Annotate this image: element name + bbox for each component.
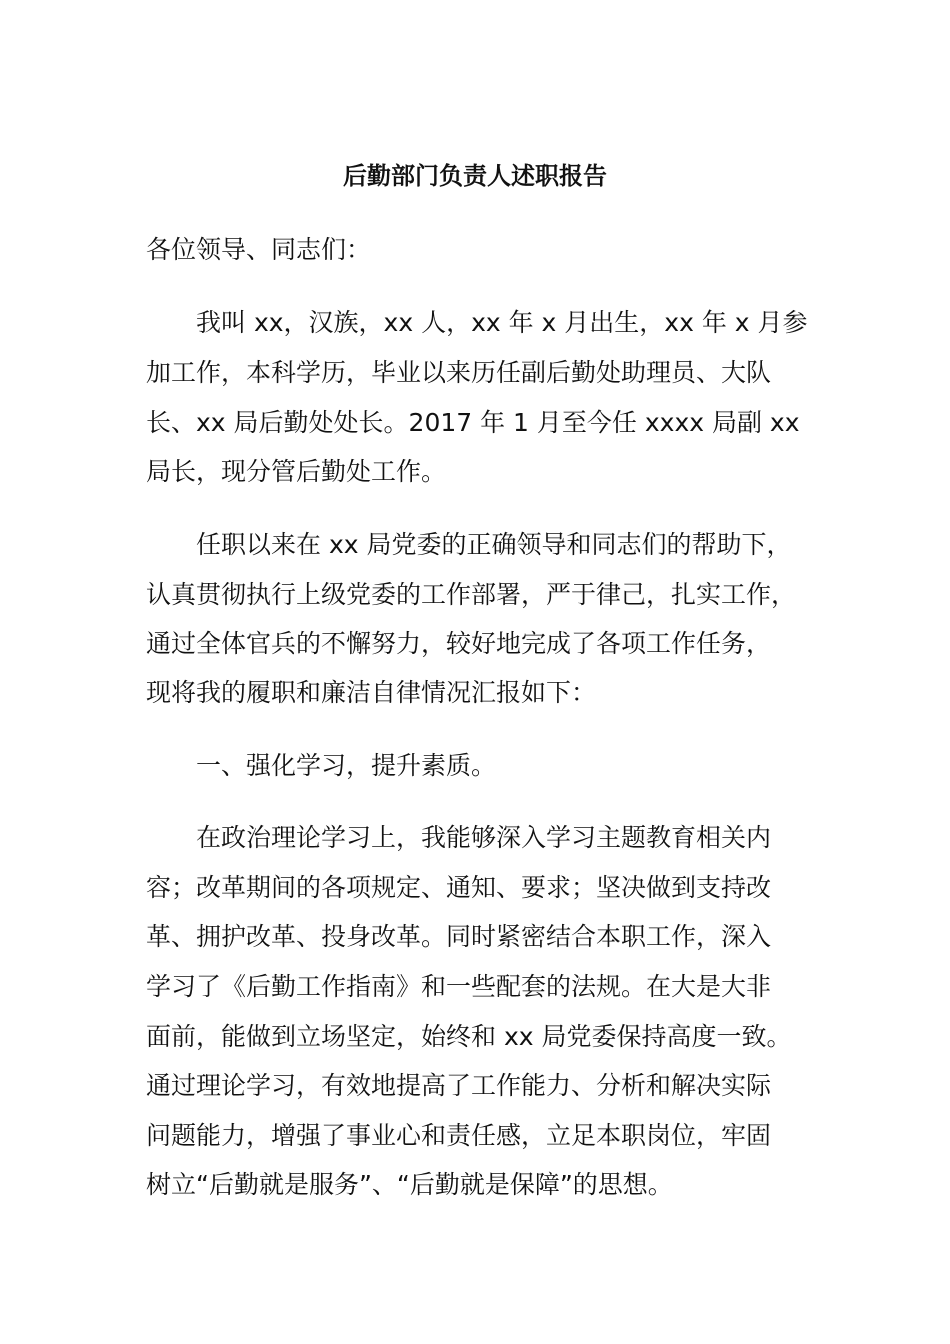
- paragraph-1-line-4: 局长，现分管后勤处工作。: [146, 457, 447, 486]
- paragraph-1-line-1: 我叫 xx，汉族，xx 人，xx 年 x 月出生，xx 年 x 月参: [196, 308, 808, 337]
- paragraph-2-line-1: 任职以来在 xx 局党委的正确领导和同志们的帮助下，: [196, 530, 792, 559]
- paragraph-3-line-2: 容；改革期间的各项规定、通知、要求；坚决做到支持改: [146, 873, 772, 902]
- salutation: 各位领导、同志们：: [146, 235, 372, 264]
- paragraph-2-line-3: 通过全体官兵的不懈努力，较好地完成了各项工作任务，: [146, 629, 772, 658]
- paragraph-1-line-2: 加工作，本科学历，毕业以来历任副后勤处助理员、大队: [146, 358, 772, 387]
- paragraph-2-line-4: 现将我的履职和廉洁自律情况汇报如下：: [146, 678, 597, 707]
- paragraph-3-line-3: 革、拥护改革、投身改革。同时紧密结合本职工作，深入: [146, 922, 772, 951]
- paragraph-3-line-8: 树立“后勤就是服务”、“后勤就是保障”的思想。: [146, 1170, 673, 1199]
- paragraph-3-line-4: 学习了《后勤工作指南》和一些配套的法规。在大是大非: [146, 972, 772, 1001]
- document-title: 后勤部门负责人述职报告: [343, 162, 607, 190]
- paragraph-3-line-5: 面前，能做到立场坚定，始终和 xx 局党委保持高度一致。: [146, 1022, 792, 1051]
- section-heading-1: 一、强化学习，提升素质。: [196, 751, 497, 780]
- paragraph-2-line-2: 认真贯彻执行上级党委的工作部署，严于律己，扎实工作，: [146, 580, 797, 609]
- paragraph-3-line-1: 在政治理论学习上，我能够深入学习主题教育相关内: [196, 823, 772, 852]
- paragraph-1-line-3: 长、xx 局后勤处处长。2017 年 1 月至今任 xxxx 局副 xx: [146, 408, 800, 437]
- paragraph-3-line-7: 问题能力，增强了事业心和责任感，立足本职岗位，牢固: [146, 1121, 772, 1150]
- paragraph-3-line-6: 通过理论学习，有效地提高了工作能力、分析和解决实际: [146, 1071, 772, 1100]
